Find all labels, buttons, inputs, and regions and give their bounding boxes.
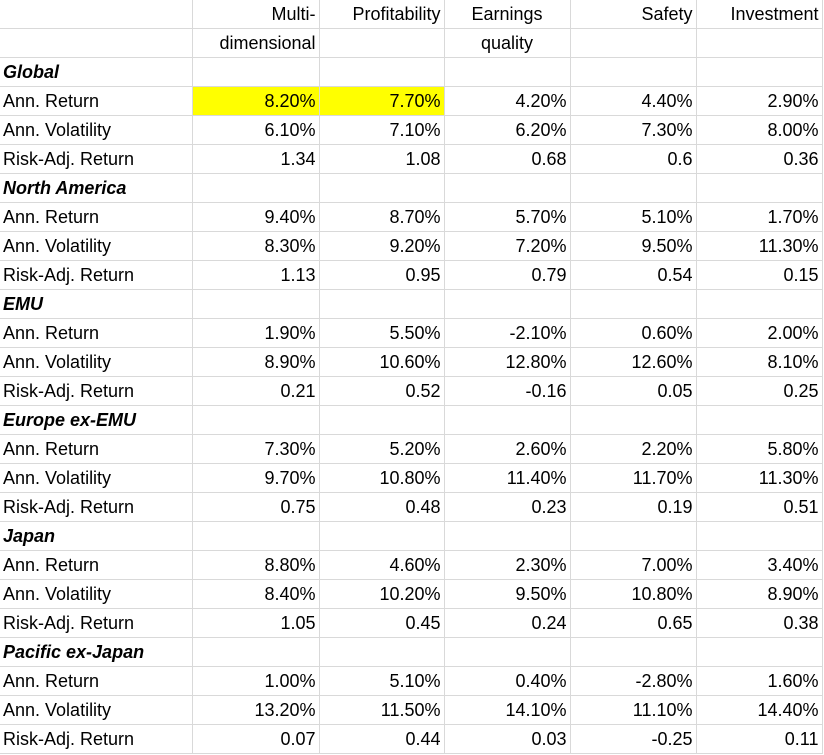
region-label[interactable]: EMU <box>0 290 192 319</box>
empty-cell[interactable] <box>444 522 570 551</box>
metric-label[interactable]: Ann. Return <box>0 203 192 232</box>
empty-cell[interactable] <box>192 290 319 319</box>
value-cell[interactable]: 10.60% <box>319 348 444 377</box>
value-cell[interactable]: 10.80% <box>570 580 696 609</box>
metric-label[interactable]: Risk-Adj. Return <box>0 725 192 754</box>
value-cell[interactable]: 9.50% <box>570 232 696 261</box>
value-cell[interactable]: 8.90% <box>192 348 319 377</box>
value-cell[interactable]: -2.10% <box>444 319 570 348</box>
table-row <box>0 145 822 174</box>
value-cell[interactable]: 11.50% <box>319 696 444 725</box>
value-cell[interactable]: 1.34 <box>192 145 319 174</box>
value-cell[interactable]: 5.80% <box>696 435 822 464</box>
value-cell[interactable]: 0.40% <box>444 667 570 696</box>
value-cell[interactable]: 14.10% <box>444 696 570 725</box>
empty-cell[interactable] <box>696 58 822 87</box>
value-cell[interactable]: 0.52 <box>319 377 444 406</box>
empty-cell[interactable] <box>319 522 444 551</box>
metric-label[interactable]: Risk-Adj. Return <box>0 493 192 522</box>
value-cell[interactable]: 0.51 <box>696 493 822 522</box>
value-cell[interactable]: 14.40% <box>696 696 822 725</box>
metric-label[interactable]: Risk-Adj. Return <box>0 609 192 638</box>
value-cell[interactable]: 4.60% <box>319 551 444 580</box>
table-row <box>0 493 822 522</box>
value-cell[interactable]: -0.16 <box>444 377 570 406</box>
value-cell[interactable]: 11.30% <box>696 232 822 261</box>
value-cell[interactable]: 11.40% <box>444 464 570 493</box>
empty-cell[interactable] <box>192 406 319 435</box>
metric-label[interactable]: Ann. Return <box>0 319 192 348</box>
value-cell[interactable]: 2.30% <box>444 551 570 580</box>
value-cell[interactable]: 13.20% <box>192 696 319 725</box>
empty-cell[interactable] <box>570 290 696 319</box>
value-cell[interactable]: 0.24 <box>444 609 570 638</box>
header-row-1 <box>0 0 822 29</box>
header-profitability[interactable]: Profitability <box>319 0 444 29</box>
empty-cell[interactable] <box>192 638 319 667</box>
empty-cell[interactable] <box>444 174 570 203</box>
region-row-japan <box>0 522 822 551</box>
table-row <box>0 580 822 609</box>
value-cell[interactable]: 0.95 <box>319 261 444 290</box>
value-cell[interactable]: 8.40% <box>192 580 319 609</box>
value-cell[interactable]: 4.20% <box>444 87 570 116</box>
metric-label[interactable]: Ann. Volatility <box>0 464 192 493</box>
value-cell[interactable]: 0.25 <box>696 377 822 406</box>
empty-cell[interactable] <box>696 174 822 203</box>
value-cell[interactable]: 7.30% <box>192 435 319 464</box>
value-cell[interactable]: 0.36 <box>696 145 822 174</box>
table-row <box>0 377 822 406</box>
value-cell[interactable]: 0.19 <box>570 493 696 522</box>
header-row-2 <box>0 29 822 58</box>
value-cell[interactable]: 4.40% <box>570 87 696 116</box>
value-cell[interactable]: 0.07 <box>192 725 319 754</box>
value-cell[interactable]: 1.90% <box>192 319 319 348</box>
metric-label[interactable]: Ann. Return <box>0 435 192 464</box>
value-cell[interactable]: 0.05 <box>570 377 696 406</box>
value-cell[interactable]: 0.44 <box>319 725 444 754</box>
table-row <box>0 348 822 377</box>
value-cell[interactable]: -2.80% <box>570 667 696 696</box>
value-cell[interactable]: 0.79 <box>444 261 570 290</box>
empty-cell[interactable] <box>319 638 444 667</box>
value-cell[interactable]: 9.20% <box>319 232 444 261</box>
value-cell[interactable]: 0.15 <box>696 261 822 290</box>
empty-cell[interactable] <box>696 522 822 551</box>
highlighted-value-cell[interactable]: 8.20% <box>192 87 319 116</box>
value-cell[interactable]: 7.20% <box>444 232 570 261</box>
header-cell[interactable] <box>570 29 696 58</box>
metric-label[interactable]: Ann. Volatility <box>0 116 192 145</box>
value-cell[interactable]: 11.10% <box>570 696 696 725</box>
empty-cell[interactable] <box>570 522 696 551</box>
value-cell[interactable]: 0.60% <box>570 319 696 348</box>
table-row <box>0 319 822 348</box>
value-cell[interactable]: 0.23 <box>444 493 570 522</box>
region-label[interactable]: Europe ex-EMU <box>0 406 192 435</box>
empty-cell[interactable] <box>570 638 696 667</box>
header-earnings-quality-line2[interactable]: quality <box>444 29 570 58</box>
region-label[interactable]: Global <box>0 58 192 87</box>
metric-label[interactable]: Ann. Volatility <box>0 232 192 261</box>
region-label[interactable]: North America <box>0 174 192 203</box>
region-row-emu <box>0 290 822 319</box>
header-cell[interactable] <box>0 0 192 29</box>
value-cell[interactable]: 11.70% <box>570 464 696 493</box>
metric-label[interactable]: Ann. Volatility <box>0 696 192 725</box>
empty-cell[interactable] <box>319 406 444 435</box>
value-cell[interactable]: 5.50% <box>319 319 444 348</box>
value-cell[interactable]: 1.05 <box>192 609 319 638</box>
table-row <box>0 464 822 493</box>
header-multi-dimensional-line2[interactable]: dimensional <box>192 29 319 58</box>
value-cell[interactable]: 5.10% <box>319 667 444 696</box>
table-row <box>0 725 822 754</box>
value-cell[interactable]: 6.20% <box>444 116 570 145</box>
region-row-north-america <box>0 174 822 203</box>
table-row <box>0 203 822 232</box>
value-cell[interactable]: 0.45 <box>319 609 444 638</box>
value-cell[interactable]: 9.70% <box>192 464 319 493</box>
header-cell[interactable] <box>0 29 192 58</box>
value-cell[interactable]: 2.20% <box>570 435 696 464</box>
header-cell[interactable] <box>319 29 444 58</box>
value-cell[interactable]: 8.30% <box>192 232 319 261</box>
empty-cell[interactable] <box>192 58 319 87</box>
value-cell[interactable]: 1.60% <box>696 667 822 696</box>
table-row <box>0 609 822 638</box>
table-row <box>0 551 822 580</box>
empty-cell[interactable] <box>319 174 444 203</box>
empty-cell[interactable] <box>319 58 444 87</box>
value-cell[interactable]: 0.68 <box>444 145 570 174</box>
value-cell[interactable]: 0.6 <box>570 145 696 174</box>
value-cell[interactable]: 7.00% <box>570 551 696 580</box>
table-row <box>0 87 822 116</box>
value-cell[interactable]: 0.54 <box>570 261 696 290</box>
value-cell[interactable]: 12.60% <box>570 348 696 377</box>
value-cell[interactable]: 0.75 <box>192 493 319 522</box>
empty-cell[interactable] <box>444 638 570 667</box>
value-cell[interactable]: 8.90% <box>696 580 822 609</box>
empty-cell[interactable] <box>696 290 822 319</box>
region-row-global <box>0 58 822 87</box>
value-cell[interactable]: 8.80% <box>192 551 319 580</box>
metric-label[interactable]: Risk-Adj. Return <box>0 261 192 290</box>
empty-cell[interactable] <box>696 406 822 435</box>
region-label[interactable]: Japan <box>0 522 192 551</box>
value-cell[interactable]: 7.10% <box>319 116 444 145</box>
value-cell[interactable]: 2.90% <box>696 87 822 116</box>
table-row <box>0 116 822 145</box>
value-cell[interactable]: 0.65 <box>570 609 696 638</box>
value-cell[interactable]: 1.08 <box>319 145 444 174</box>
value-cell[interactable]: 7.30% <box>570 116 696 145</box>
region-label[interactable]: Pacific ex-Japan <box>0 638 192 667</box>
value-cell[interactable]: 11.30% <box>696 464 822 493</box>
table-row <box>0 667 822 696</box>
table-row <box>0 435 822 464</box>
metric-label[interactable]: Ann. Volatility <box>0 348 192 377</box>
value-cell[interactable]: -0.25 <box>570 725 696 754</box>
table-row <box>0 696 822 725</box>
metric-label[interactable]: Ann. Return <box>0 667 192 696</box>
empty-cell[interactable] <box>444 406 570 435</box>
value-cell[interactable]: 1.00% <box>192 667 319 696</box>
empty-cell[interactable] <box>192 522 319 551</box>
metric-label[interactable]: Ann. Volatility <box>0 580 192 609</box>
value-cell[interactable]: 10.80% <box>319 464 444 493</box>
value-cell[interactable]: 0.48 <box>319 493 444 522</box>
value-cell[interactable]: 5.10% <box>570 203 696 232</box>
value-cell[interactable]: 1.70% <box>696 203 822 232</box>
empty-cell[interactable] <box>444 290 570 319</box>
value-cell[interactable]: 2.00% <box>696 319 822 348</box>
value-cell[interactable]: 6.10% <box>192 116 319 145</box>
value-cell[interactable]: 8.10% <box>696 348 822 377</box>
region-row-europe-ex-emu <box>0 406 822 435</box>
highlighted-value-cell[interactable]: 7.70% <box>319 87 444 116</box>
value-cell[interactable]: 0.21 <box>192 377 319 406</box>
value-cell[interactable]: 8.00% <box>696 116 822 145</box>
empty-cell[interactable] <box>319 290 444 319</box>
empty-cell[interactable] <box>570 406 696 435</box>
value-cell[interactable]: 12.80% <box>444 348 570 377</box>
metric-label[interactable]: Risk-Adj. Return <box>0 145 192 174</box>
empty-cell[interactable] <box>444 58 570 87</box>
region-row-pacific-ex-japan <box>0 638 822 667</box>
value-cell[interactable]: 5.20% <box>319 435 444 464</box>
value-cell[interactable]: 2.60% <box>444 435 570 464</box>
empty-cell[interactable] <box>696 638 822 667</box>
empty-cell[interactable] <box>570 58 696 87</box>
header-investment[interactable]: Investment <box>696 0 822 29</box>
region-rows <box>0 58 822 754</box>
value-cell[interactable]: 9.50% <box>444 580 570 609</box>
value-cell[interactable]: 1.13 <box>192 261 319 290</box>
header-safety[interactable]: Safety <box>570 0 696 29</box>
value-cell[interactable]: 10.20% <box>319 580 444 609</box>
metric-label[interactable]: Ann. Return <box>0 87 192 116</box>
value-cell[interactable]: 0.03 <box>444 725 570 754</box>
table-row <box>0 232 822 261</box>
empty-cell[interactable] <box>192 174 319 203</box>
value-cell[interactable]: 0.38 <box>696 609 822 638</box>
metric-label[interactable]: Ann. Return <box>0 551 192 580</box>
table-row <box>0 261 822 290</box>
value-cell[interactable]: 0.11 <box>696 725 822 754</box>
value-cell[interactable]: 3.40% <box>696 551 822 580</box>
header-earnings-quality-line1[interactable]: Earnings <box>444 0 570 29</box>
empty-cell[interactable] <box>570 174 696 203</box>
metric-label[interactable]: Risk-Adj. Return <box>0 377 192 406</box>
header-multi-dimensional-line1[interactable]: Multi- <box>192 0 319 29</box>
header-cell[interactable] <box>696 29 822 58</box>
value-cell[interactable]: 8.70% <box>319 203 444 232</box>
value-cell[interactable]: 5.70% <box>444 203 570 232</box>
value-cell[interactable]: 9.40% <box>192 203 319 232</box>
